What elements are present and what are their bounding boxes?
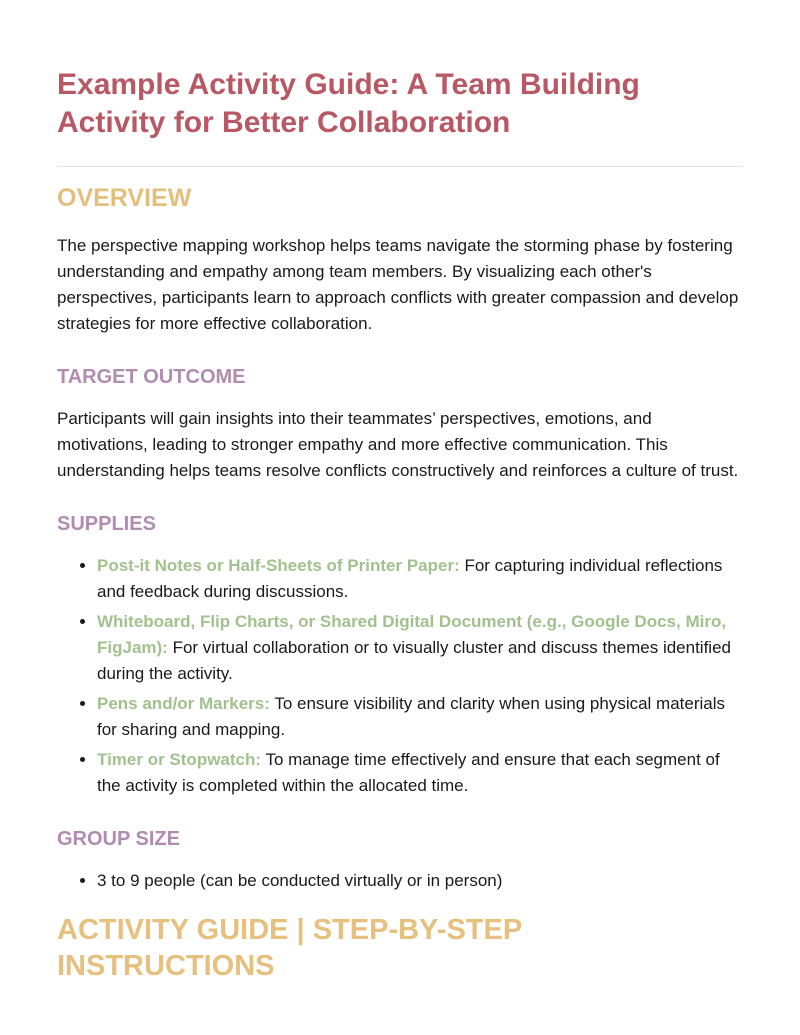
list-item xyxy=(97,691,743,743)
supply-item-label: Post-it Notes or Half-Sheets of Printer Paper: xyxy=(97,556,460,575)
overview-paragraph: The perspective mapping workshop helps teams navigate the storming phase by fostering understanding and empathy among team members. By visualizing each other's perspectives, participants learn to approach conflicts with greater compassion and develop strategies for more effective collaboration. xyxy=(57,236,739,333)
target-outcome-heading: TARGET OUTCOME xyxy=(57,366,246,388)
list-item: • 3 to 9 people (can be conducted virtually or in person) xyxy=(97,868,743,894)
group-size-heading: GROUP SIZE xyxy=(57,828,180,850)
supply-item-text: For virtual collaboration or to visually cluster and discuss themes identified during the activity. xyxy=(97,638,731,683)
target-outcome-paragraph: Participants will gain insights into their teammates’ perspectives, emotions, and motivations, leading to stronger empathy and more effective communication. This understanding helps teams resolve conflicts constructively and reinforces a culture of trust. xyxy=(57,409,739,480)
activity-guide-heading: ACTIVITY GUIDE | STEP-BY-STEP INSTRUCTIONS xyxy=(57,914,522,982)
supplies-heading: SUPPLIES xyxy=(57,513,156,535)
list-item xyxy=(97,609,743,687)
supply-item-label: Whiteboard, Flip Charts, or Shared Digital Document (e.g., Google Docs, Miro, FigJam): xyxy=(97,612,727,657)
list-item xyxy=(97,747,743,799)
supply-item-text: For capturing individual reflections and feedback during discussions. xyxy=(97,556,723,601)
group-size-list xyxy=(57,868,743,894)
overview-heading: OVERVIEW xyxy=(57,184,192,212)
supply-item-text: To manage time effectively and ensure that each segment of the activity is completed within the allocated time. xyxy=(97,750,720,795)
supplies-list xyxy=(57,553,743,799)
title-divider xyxy=(57,166,743,167)
supply-item-text: To ensure visibility and clarity when using physical materials for sharing and mapping. xyxy=(97,694,726,739)
document-title: Example Activity Guide: A Team Building Activity for Better Collaboration xyxy=(57,68,640,139)
list-item xyxy=(97,553,743,605)
supply-item-label: Timer or Stopwatch: xyxy=(97,750,262,769)
supply-item-label: Pens and/or Markers: xyxy=(97,694,270,713)
